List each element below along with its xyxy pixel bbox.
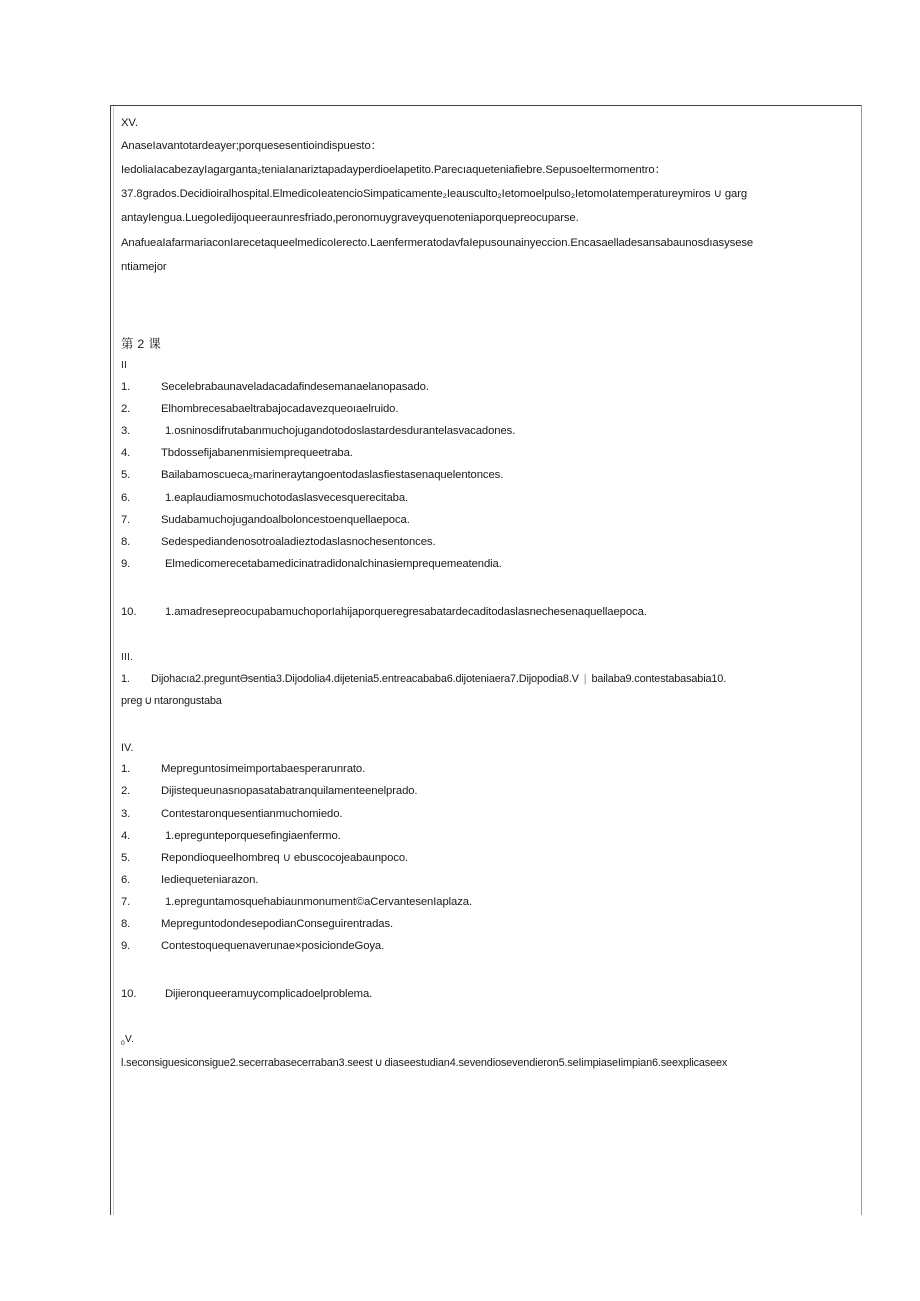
list-item: [121, 803, 853, 825]
list-item-number: 7.: [121, 513, 131, 526]
list-item: [121, 487, 853, 509]
section-iv-list: [121, 758, 853, 1005]
list-item-text: 1.epreguntamosquehabiaunmonument©aCervantesenIaplaza.: [165, 896, 472, 908]
section-iii-runon-part-c-post: ntarongustaba: [154, 695, 222, 708]
list-item-number: 1.: [121, 763, 131, 776]
section-xv-paragraph-3: 37.8grados.Decidioiralhospital.ElmedicoIeatencioSimpaticamente₂Ieausculto₂Ietomoelpulso₂IetomoIatemperatureymiros ∪ garg: [121, 188, 748, 201]
list-item-text: 1.amadresepreocupabamuchoporIahijaporqueregresabatardecaditodaslasnechesenaquellaepoca.: [165, 606, 647, 618]
list-item: [121, 983, 853, 1005]
section-iii-runon-part-a: Dijohacıa2.preguntƏsentia3.Dijodolia4.dijetenia5.entreacababa6.dijoteniaera7.Dijopodia8.V: [151, 672, 579, 685]
spacer: [121, 623, 853, 647]
list-item: [121, 847, 853, 869]
list-item-text: Mepreguntosimeimportabaesperarunrato.: [161, 763, 366, 776]
list-item: [121, 935, 853, 957]
list-item-text: Elhombrecesabaeltrabajocadavezqueoıaelruido.: [161, 403, 399, 416]
list-item-text: Contestaronquesentianmuchomiedo.: [161, 807, 343, 820]
list-item: [121, 913, 853, 935]
lesson-2-list: [121, 376, 853, 623]
section-v-runon-line: [121, 1052, 853, 1075]
spacer: [121, 713, 853, 737]
list-item-number: 8.: [121, 535, 131, 548]
list-item: [121, 891, 853, 913]
section-iii: [121, 647, 853, 713]
section-xv-paragraph-2: IedoliaIacabezayIagarganta₂teniaIanariztapadayperdioelapetito.Parecıaqueteniafiebre.Sepusoeltermomentro：: [121, 164, 666, 177]
list-item-number: 4.: [121, 829, 131, 842]
section-iii-runon-number: 1.: [121, 672, 130, 685]
list-item: [121, 531, 853, 553]
list-item-text: Contestoquequenaverunae×posiciondeGoya.: [161, 940, 385, 953]
list-item: [121, 780, 853, 802]
list-item-number: 6.: [121, 491, 131, 504]
list-item-text: Bailabamoscueca₂marineraytangoentodaslasfiestasenaquelentonces.: [161, 469, 504, 482]
list-item: [121, 442, 853, 464]
section-xv-paragraph-4: antayIengua.LuegoIedijoqueeraunresfriado,peronomuygraveyquenoteniaporquepreocuparse.: [121, 212, 579, 225]
list-item-text: MepreguntodondesepodianConseguirentradas.: [161, 918, 394, 931]
list-item: [121, 509, 853, 531]
section-iv: [121, 737, 853, 1005]
list-item-number: 5.: [121, 469, 131, 482]
section-xv-paragraph-6: ntiamejor: [121, 260, 167, 273]
section-xv: [121, 112, 853, 279]
list-item-number: 2.: [121, 403, 131, 416]
list-item-text: Dijieronqueeramuycomplicadoelproblema.: [165, 988, 373, 1001]
list-item: [121, 553, 853, 575]
list-item-number: 4.: [121, 447, 131, 460]
section-v-label-prefix: 0: [121, 1040, 125, 1048]
document-frame: [110, 105, 862, 1215]
section-v-label: [121, 1029, 853, 1051]
list-item: [121, 376, 853, 398]
lesson-2-title: 第 2 课: [121, 336, 162, 351]
list-item-number: 9.: [121, 940, 131, 953]
section-iv-label: IV.: [121, 742, 134, 755]
list-item: [121, 758, 853, 780]
list-item-number: 8.: [121, 918, 131, 931]
section-v-runon-part-b: diaseestudian4.sevendiosevendieron5.seIimpiaseIimpian6.seexplicaseex: [384, 1056, 728, 1069]
list-item-number: 6.: [121, 873, 131, 886]
lesson-2-subsection-label: II: [121, 360, 128, 372]
section-xv-paragraph-1: AnaseIavantotardeayer;porquesesentioindispuesto：: [121, 140, 382, 153]
section-v: [121, 1029, 853, 1074]
section-iii-runon-continuation: [121, 690, 853, 713]
list-item-number: 5.: [121, 851, 131, 864]
list-item-number: 2.: [121, 785, 131, 798]
list-item-text: Elmedicomerecetabamedicinatradidonalchinasiemprequemeatendia.: [165, 557, 502, 570]
section-v-label-main: V.: [124, 1034, 135, 1046]
vertical-bar-glyph: |: [583, 672, 587, 685]
section-iii-label: III.: [121, 652, 134, 664]
list-item: [121, 398, 853, 420]
list-item-text: 1.epregunteporquesefingiaenfermo.: [165, 829, 341, 842]
section-v-runon-part-a: l.seconsiguesiconsigue2.secerrabasecerraban3.seest: [121, 1056, 373, 1069]
section-xv-paragraph-5: AnafueaIafarmariaconIarecetaqueelmedicoIerecto.LaenfermeratodavfaIepusounainyeccion.Encasaelladesansabaunosdıasysese: [121, 236, 754, 249]
union-glyph: ∪: [374, 1056, 383, 1069]
spacer: [121, 279, 853, 331]
list-item-text: Repondioqueelhombreq ∪ ebuscocojeabaunpoco.: [161, 851, 409, 864]
list-item-text: Sudabamuchojugandoalboloncestoenquellaepoca.: [161, 513, 410, 526]
list-item-text: Sedespediandenosotroaladieztodaslasnochesentonces.: [161, 535, 436, 548]
list-item-text: Secelebrabaunaveladacadafindesemanaelanopasado.: [161, 381, 429, 394]
section-iii-runon-part-c-pre: preg: [121, 695, 143, 708]
list-item-number: 10.: [121, 988, 137, 1001]
list-item: [121, 869, 853, 891]
union-glyph: ∪: [144, 695, 153, 708]
list-item: [121, 464, 853, 486]
list-item: [121, 825, 853, 847]
list-item-number: 3.: [121, 807, 131, 820]
section-xv-label: XV.: [121, 117, 138, 129]
list-item-text: 1.eaplaudiamosmuchotodaslasvecesquerecitaba.: [165, 491, 409, 504]
lesson-2-section: [121, 331, 853, 623]
list-item-number: 10.: [121, 606, 137, 618]
list-item-number: 3.: [121, 425, 131, 438]
document-body: [111, 106, 861, 1075]
list-item-text: Dijistequeunasnopasatabatranquilamenteenelprado.: [161, 785, 418, 798]
section-iii-runon-line: [121, 668, 853, 691]
list-item-number: 7.: [121, 896, 131, 908]
list-item-text: Iediequeteniarazon.: [161, 873, 259, 886]
section-iii-runon-part-b: bailaba9.contestabasabia10.: [591, 672, 727, 685]
list-item: [121, 601, 853, 623]
list-item-number: 9.: [121, 557, 131, 570]
list-item-number: 1.: [121, 381, 131, 394]
spacer: [121, 1005, 853, 1029]
list-item-text: 1.osninosdifrutabanmuchojugandotodoslastardesdurantelasvacadones.: [165, 425, 516, 438]
list-item: [121, 420, 853, 442]
list-item-text: Tbdossefijabanenmisiemprequeetraba.: [161, 447, 353, 460]
